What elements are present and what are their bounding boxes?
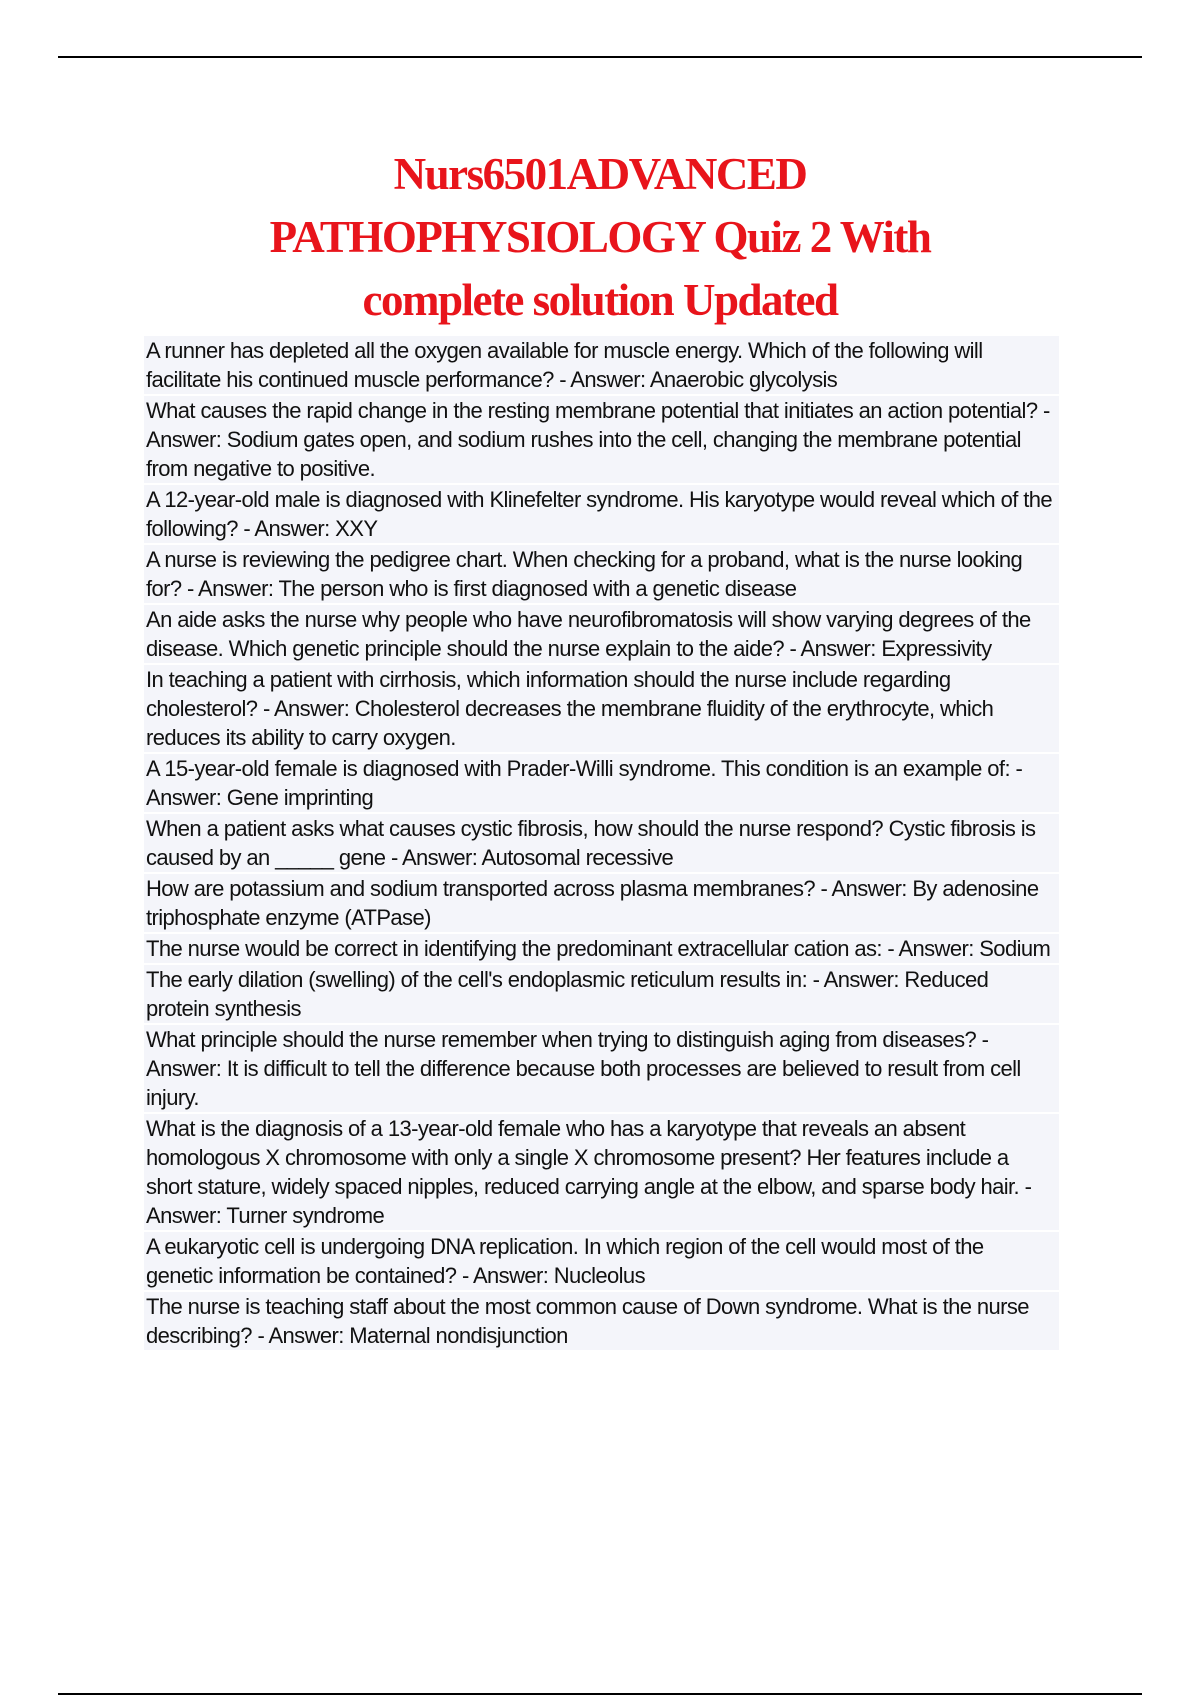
question-text: What principle should the nurse remember when trying to distinguish aging from diseases? [146, 1027, 977, 1052]
answer-text: Turner syndrome [226, 1203, 385, 1228]
answer-text: Sodium [979, 936, 1051, 961]
answer-separator: - Answer: [146, 756, 1023, 810]
bottom-rule [58, 1693, 1142, 1695]
answer-text: XXY [335, 516, 378, 541]
question-text: A 12-year-old male is diagnosed with Klinefelter syndrome. His karyotype would reveal which of the following? [146, 487, 1053, 541]
qa-item [144, 605, 1059, 663]
answer-text: Maternal nondisjunction [349, 1323, 568, 1348]
question-text: The nurse would be correct in identifying the predominant extracellular cation as: [146, 936, 882, 961]
answer-text: Nucleolus [553, 1263, 645, 1288]
question-text: An aide asks the nurse why people who have neurofibromatosis will show varying degrees of the disease. Which genetic principle should the nurse explain to the aide? [146, 607, 1031, 661]
answer-separator: - Answer: [789, 636, 876, 661]
answer-separator: - Answer: [146, 1027, 989, 1081]
answer-text: Sodium gates open, and sodium rushes into the cell, changing the membrane potential from negative to positive. [146, 427, 1021, 481]
qa-item [144, 1114, 1059, 1230]
answer-separator: - Answer: [812, 967, 899, 992]
answer-separator: - Answer: [461, 1263, 549, 1288]
title-line: PATHOPHYSIOLOGY Quiz 2 With [269, 212, 931, 262]
question-text: A eukaryotic cell is undergoing DNA replication. In which region of the cell would most of the genetic information be contained? [146, 1234, 984, 1288]
answer-text: By adenosine triphosphate enzyme (ATPase) [146, 876, 1039, 930]
qa-item [144, 754, 1059, 812]
answer-separator: - Answer: [887, 936, 974, 961]
top-rule [58, 56, 1142, 58]
qa-item [144, 965, 1059, 1023]
title-line: Nurs6501ADVANCED [393, 149, 807, 199]
answer-separator: - Answer: [820, 876, 907, 901]
question-text: How are potassium and sodium transported across plasma membranes? [146, 876, 815, 901]
qa-list [144, 336, 1059, 1352]
question-text: When a patient asks what causes cystic fibrosis, how should the nurse respond? Cystic fibrosis is caused by an _____ gene [146, 816, 1036, 870]
answer-text: Autosomal recessive [481, 845, 674, 870]
qa-item [144, 396, 1059, 483]
question-text: A nurse is reviewing the pedigree chart. When checking for a proband, what is the nurse looking for? [146, 547, 1023, 601]
question-text: The nurse is teaching staff about the most common cause of Down syndrome. What is the nurse describing? [146, 1294, 1029, 1348]
qa-item [144, 1025, 1059, 1112]
question-text: A runner has depleted all the oxygen available for muscle energy. Which of the following will facilitate his continued muscle performance? [146, 338, 983, 392]
answer-separator: - Answer: [187, 576, 274, 601]
answer-separator: - Answer: [243, 516, 330, 541]
qa-item [144, 545, 1059, 603]
qa-item [144, 934, 1059, 963]
answer-separator: - Answer: [146, 1174, 1032, 1228]
answer-text: Cholesterol decreases the membrane fluidity of the erythrocyte, which reduces its ability to carry oxygen. [146, 696, 994, 750]
question-text: The early dilation (swelling) of the cell's endoplasmic reticulum results in: [146, 967, 808, 992]
qa-item [144, 665, 1059, 752]
answer-text: Reduced protein synthesis [146, 967, 989, 1021]
question-text: What is the diagnosis of a 13-year-old female who has a karyotype that reveals an absent homologous X chromosome with only a single X chromosome present? Her features include a short stature, widely spaced nipples, reduced carrying angle at the elbow, and sparse body hair. [146, 1116, 1020, 1199]
question-text: In teaching a patient with cirrhosis, which information should the nurse include regarding cholesterol? [146, 667, 951, 721]
qa-item [144, 336, 1059, 394]
answer-text: The person who is first diagnosed with a genetic disease [278, 576, 797, 601]
answer-separator: - Answer: [390, 845, 478, 870]
answer-text: Anaerobic glycolysis [649, 367, 838, 392]
answer-text: Gene imprinting [226, 785, 374, 810]
page-title [200, 143, 1000, 332]
answer-separator: - Answer: [146, 398, 1050, 452]
qa-item [144, 485, 1059, 543]
question-text: What causes the rapid change in the resting membrane potential that initiates an action potential? [146, 398, 1038, 423]
answer-text: It is difficult to tell the difference because both processes are believed to result from cell injury. [146, 1056, 1021, 1110]
qa-item [144, 1232, 1059, 1290]
title-line: complete solution Updated [362, 275, 838, 325]
answer-text: Expressivity [881, 636, 992, 661]
qa-item [144, 1292, 1059, 1350]
qa-item [144, 874, 1059, 932]
qa-item [144, 814, 1059, 872]
answer-separator: - Answer: [559, 367, 646, 392]
question-text: A 15-year-old female is diagnosed with Prader-Willi syndrome. This condition is an example of: [146, 756, 1010, 781]
answer-separator: - Answer: [257, 1323, 344, 1348]
answer-separator: - Answer: [262, 696, 350, 721]
